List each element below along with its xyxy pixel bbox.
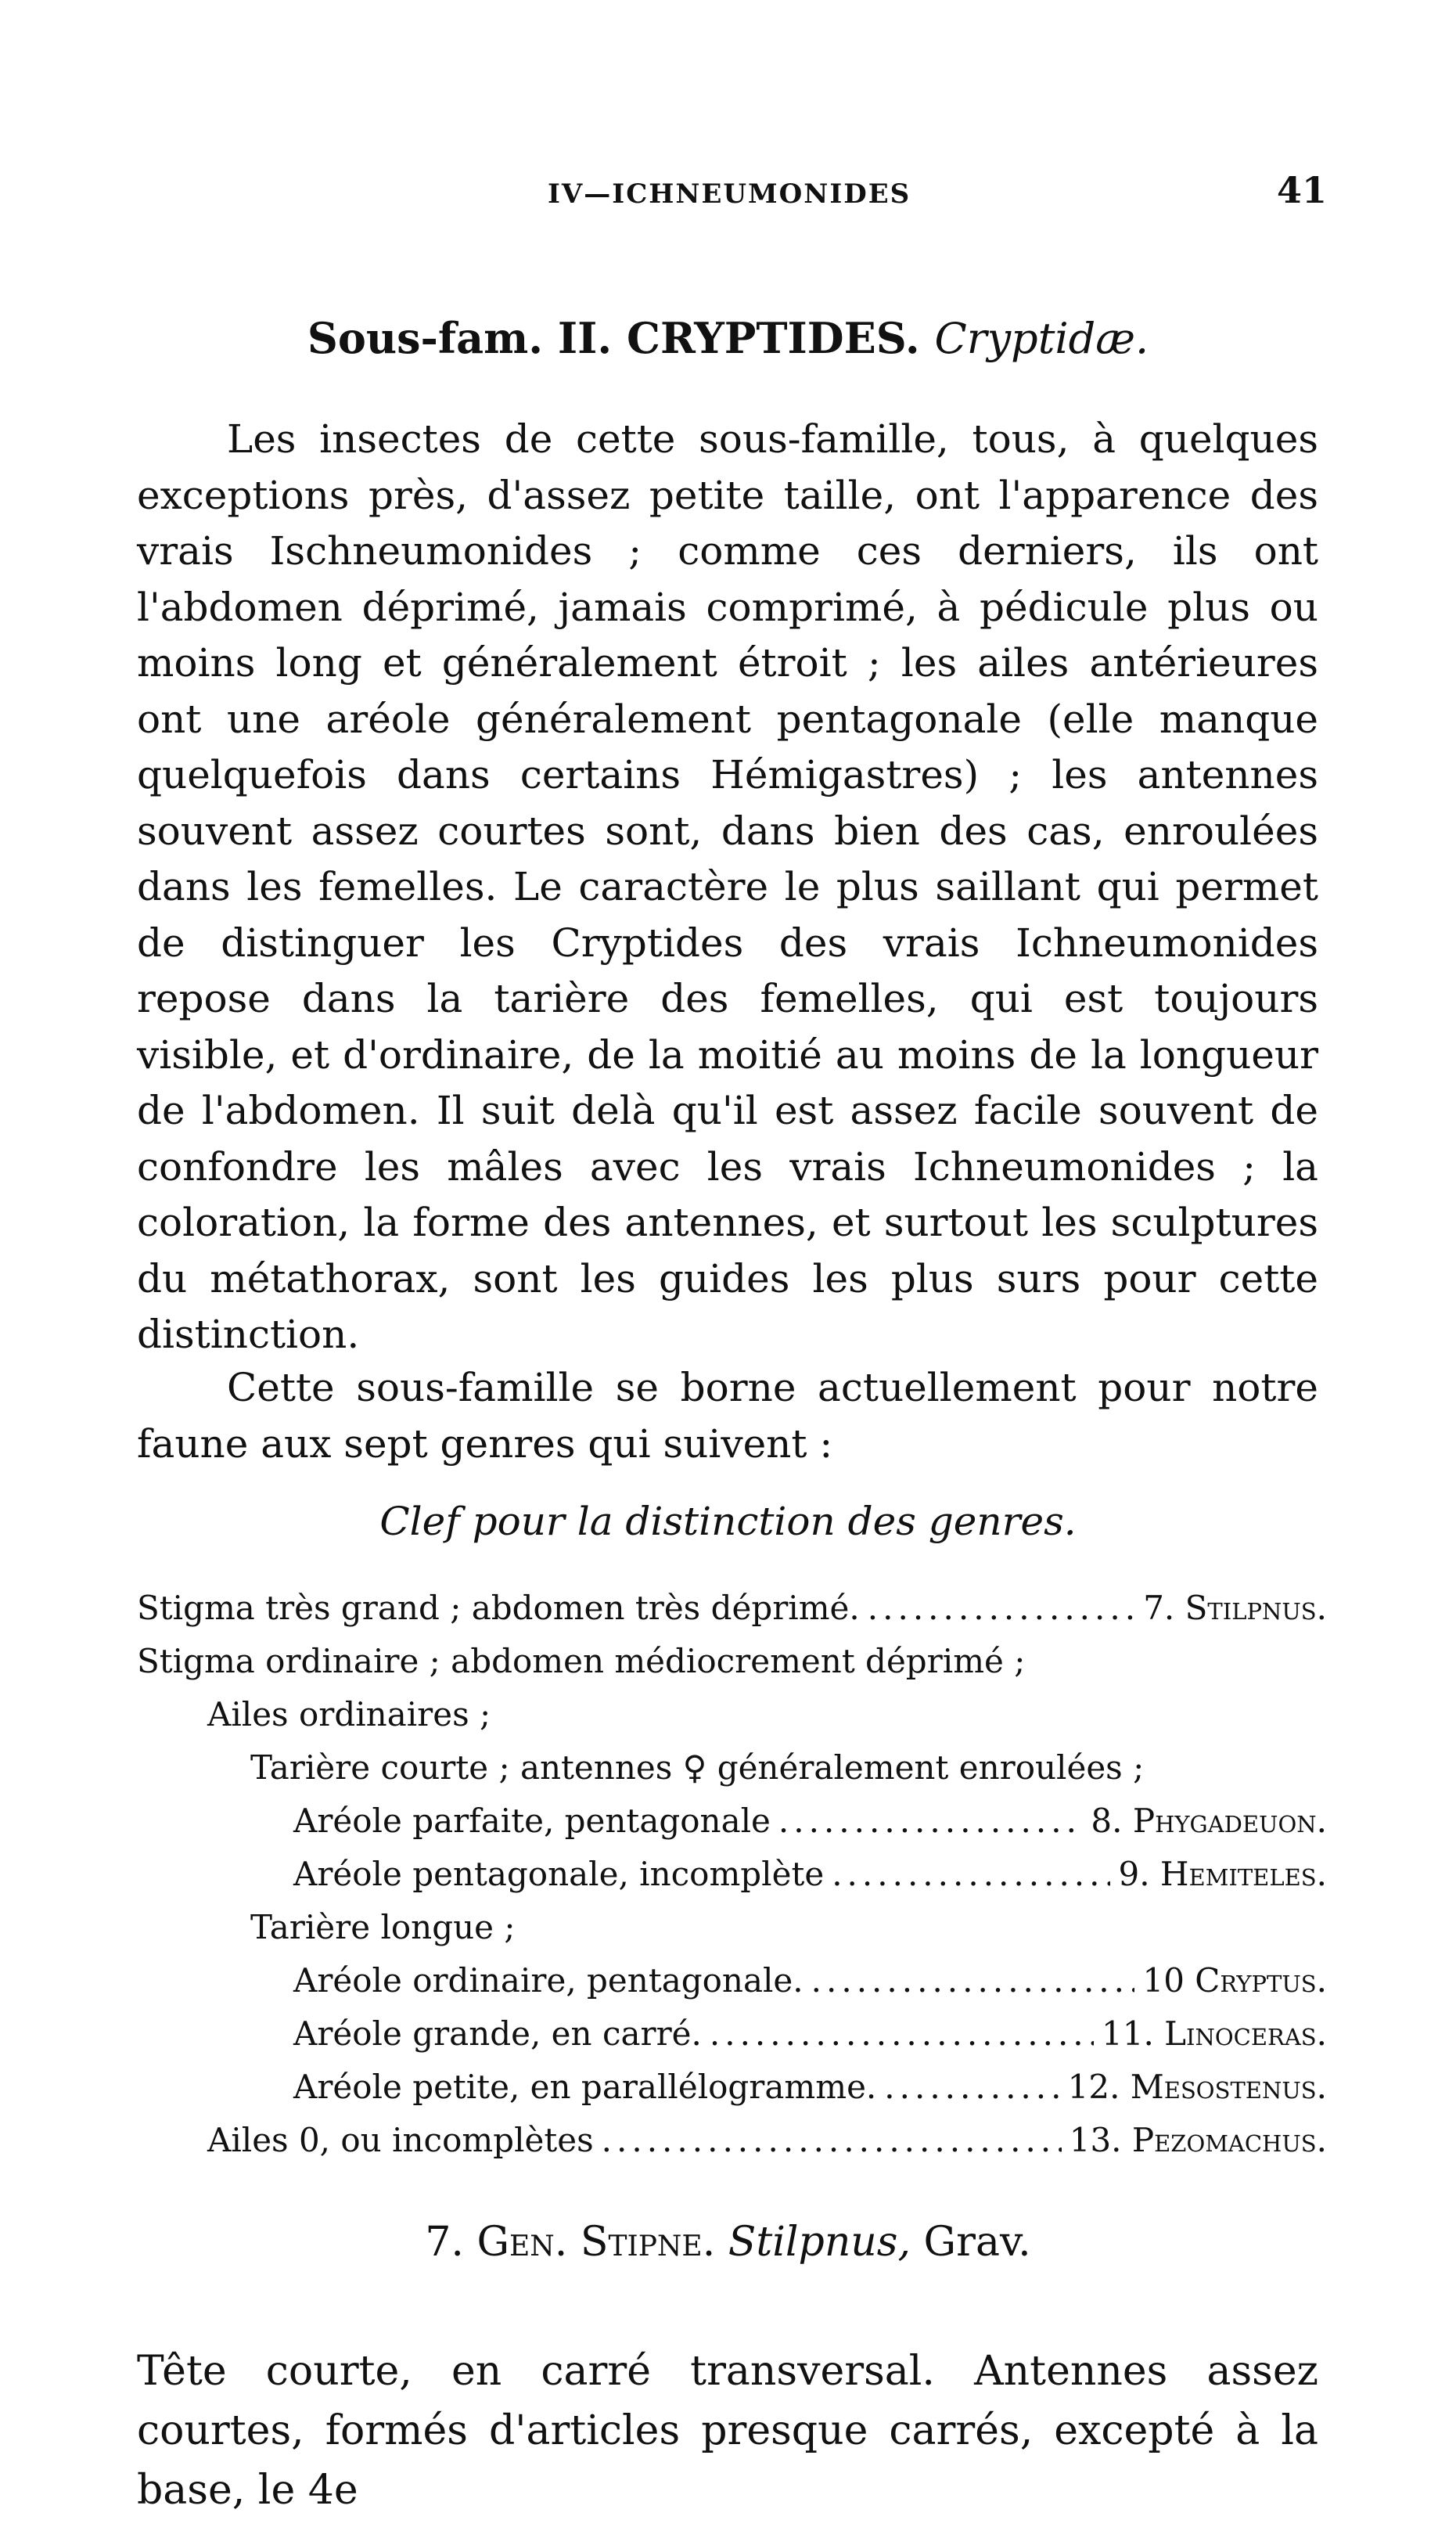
key-row-leader	[710, 2014, 1094, 2053]
key-row	[207, 2121, 1327, 2168]
key-row-leader	[868, 1589, 1135, 1627]
key-row-result: 13. Pezomachus.	[1069, 2121, 1327, 2159]
key-row-result: 12. Mesostenus.	[1067, 2068, 1327, 2106]
key-row	[293, 2014, 1327, 2061]
paragraph-genera-count: Cette sous-famille se borne actuellement pour notre faune aux sept genres qui suivent :	[137, 1365, 1318, 1467]
key-row-description: Stigma ordinaire ; abdomen médiocrement déprimé ;	[137, 1642, 1026, 1680]
key-row-leader	[884, 2068, 1059, 2106]
genus-heading-main: 7. Gen. Stipne.	[425, 2219, 716, 2266]
key-row	[137, 1589, 1327, 1636]
key-title: Clef pour la distinction des genres.	[379, 1499, 1077, 1544]
key-row	[207, 1695, 491, 1742]
key-row-leader	[778, 1802, 1084, 1840]
genus-heading	[0, 2219, 1456, 2266]
key-row-description: Ailes ordinaires ;	[207, 1695, 491, 1733]
key-row-result: 7. Stilpnus.	[1143, 1589, 1327, 1627]
section-title-main: Sous-fam. II. CRYPTIDES.	[307, 313, 920, 363]
section-title	[0, 313, 1456, 363]
key-row-result: 8. Phygadeuon.	[1091, 1802, 1327, 1840]
genus-heading-author: Grav.	[923, 2219, 1031, 2266]
key-row-result: 10 Cryptus.	[1142, 1961, 1327, 2000]
running-header: IV—ICHNEUMONIDES	[548, 178, 911, 210]
key-row-leader	[832, 1855, 1110, 1893]
key-row-description: Stigma très grand ; abdomen très déprimé.	[137, 1589, 860, 1627]
key-row	[293, 2068, 1327, 2115]
key-row	[250, 1908, 516, 1955]
key-row-description: Aréole ordinaire, pentagonale.	[293, 1961, 803, 2000]
key-row	[293, 1855, 1327, 1902]
key-row-description: Aréole grande, en carré.	[293, 2014, 702, 2053]
key-row-description: Ailes 0, ou incomplètes	[207, 2121, 594, 2159]
key-row-description: Aréole petite, en parallélogramme.	[293, 2068, 877, 2106]
page-number: 41	[1276, 169, 1327, 211]
genus-heading-latin: Stilpnus,	[728, 2219, 911, 2266]
paragraph-genus-description: Tête courte, en carré transversal. Antennes assez courtes, formés d'articles presque carrés, excepté à la base, le 4e	[137, 2348, 1318, 2514]
key-row-result: 9. Hemiteles.	[1118, 1855, 1327, 1893]
key-row-leader	[811, 1961, 1135, 2000]
key-row-description: Aréole pentagonale, incomplète	[293, 1855, 825, 1893]
key-row	[293, 1961, 1327, 2008]
key-row-description: Aréole parfaite, pentagonale	[293, 1802, 771, 1840]
key-row	[137, 1642, 1025, 1689]
key-row	[293, 1802, 1327, 1849]
section-title-latin: Cryptidæ.	[934, 314, 1149, 363]
key-row-description: Tarière longue ;	[250, 1908, 516, 1946]
key-row-description: Tarière courte ; antennes ♀ généralement enroulées ;	[250, 1748, 1145, 1787]
key-row-result: 11. Linoceras.	[1102, 2014, 1327, 2053]
key-row	[250, 1748, 1144, 1795]
paragraph-intro: Les insectes de cette sous-famille, tous, à quelques exceptions près, d'assez petite taille, ont l'apparence des vrais Ischneumonides ; comme ces derniers, ils ont l'abdomen déprimé, jamais comprimé, à pédicule plus ou moins long et généralement étroit ; les ailes antérieures ont une aréole généralement pentagonale (elle manque quelquefois dans certains Hémigastres) ; les antennes souvent assez courtes sont, dans bien des cas, enroulées dans les femelles. Le caractère le plus saillant qui permet de distinguer les Cryptides des vrais Ichneumonides repose dans la tarière des femelles, qui est toujours visible, et d'ordinaire, de la moitié au moins de la longueur de l'abdomen. Il suit delà qu'il est assez facile souvent de confondre les mâles avec les vrais Ichneumonides ; la coloration, la forme des antennes, et surtout les sculptures du métathorax, sont les guides les plus surs pour cette distinction.	[137, 416, 1318, 1357]
key-row-leader	[602, 2121, 1062, 2159]
